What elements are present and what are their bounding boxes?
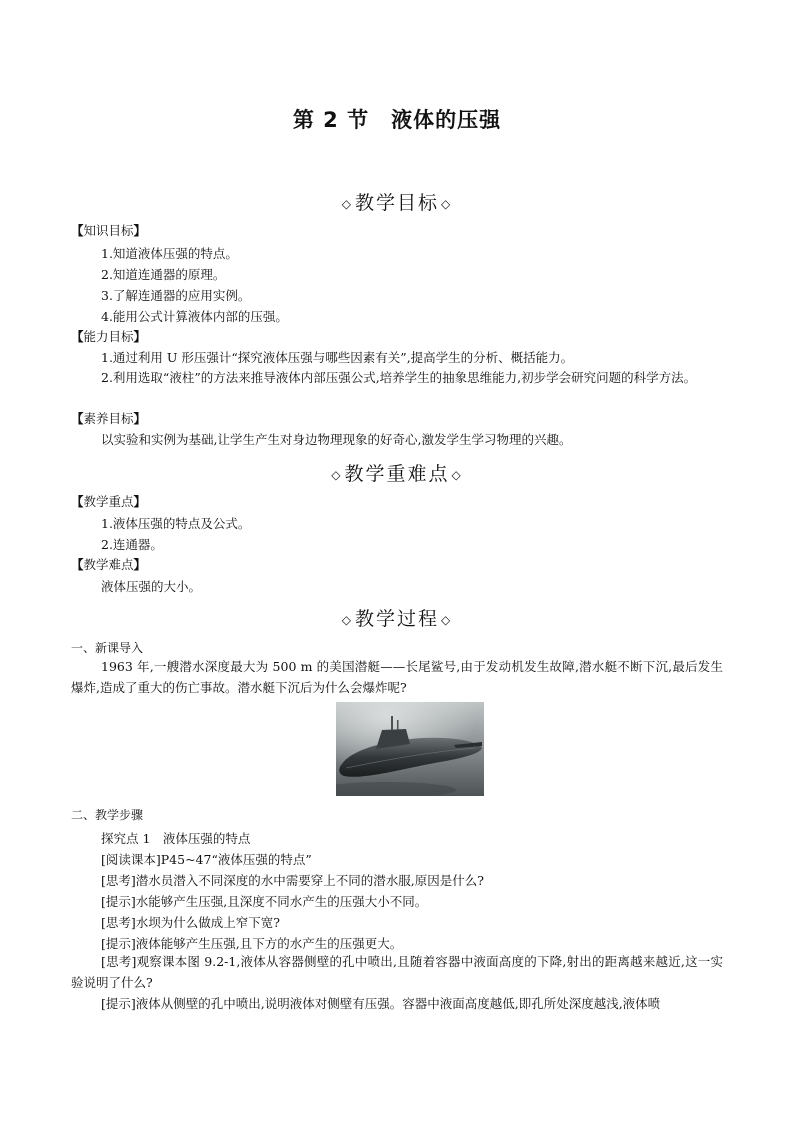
diamond-icon: ◇ bbox=[441, 613, 453, 627]
paragraph-think: [思考]观察课本图 9.2-1,液体从容器侧壁的孔中喷出,且随着容器中液面高度的下降,射出的距离越来越近,这一实验说明了什么? bbox=[71, 954, 723, 990]
diamond-icon: ◇ bbox=[451, 468, 463, 482]
submarine-photo bbox=[336, 702, 484, 796]
diamond-icon: ◇ bbox=[341, 613, 353, 627]
list-item: 1.通过利用 U 形压强计“探究液体压强与哪些因素有关”,提高学生的分析、概括能力。 bbox=[101, 350, 574, 365]
subheading-difficulty: 【教学难点】 bbox=[71, 557, 147, 572]
list-item: 1.液体压强的特点及公式。 bbox=[101, 516, 251, 531]
list-item: 3.了解连通器的应用实例。 bbox=[101, 288, 251, 303]
text-line: [阅读课本]P45~47“液体压强的特点” bbox=[101, 852, 312, 867]
section-title: 教学目标 bbox=[354, 192, 439, 214]
subheading-literacy: 【素养目标】 bbox=[71, 411, 147, 426]
list-item: 2.连通器。 bbox=[101, 537, 163, 552]
list-item: 4.能用公式计算液体内部的压强。 bbox=[101, 309, 288, 324]
paragraph: 2.利用选取“液柱”的方法来推导液体内部压强公式,培养学生的抽象思维能力,初步学会研究问题的科学方法。 bbox=[101, 370, 697, 385]
explore-point-title: 探究点 1 液体压强的特点 bbox=[101, 831, 251, 846]
section-heading-key-points bbox=[0, 459, 794, 486]
paragraph-hint: [提示]液体从侧壁的孔中喷出,说明液体对侧壁有压强。容器中液面高度越低,即孔所处深度越浅,液体喷 bbox=[101, 996, 661, 1011]
diamond-icon: ◇ bbox=[441, 197, 453, 211]
subheading-knowledge: 【知识目标】 bbox=[71, 223, 147, 238]
diamond-icon: ◇ bbox=[341, 197, 353, 211]
text-line: [思考]潜水员潜入不同深度的水中需要穿上不同的潜水服,原因是什么? bbox=[101, 873, 484, 888]
section-title: 教学重难点 bbox=[344, 463, 450, 485]
subheading-ability: 【能力目标】 bbox=[71, 329, 147, 344]
submarine-image bbox=[336, 702, 484, 796]
list-item: 以实验和实例为基础,让学生产生对身边物理现象的好奇心,激发学生学习物理的兴趣。 bbox=[101, 432, 572, 447]
section-title: 教学过程 bbox=[354, 608, 439, 630]
list-item: 1.知道液体压强的特点。 bbox=[101, 246, 238, 261]
page-title: 第 2 节 液体的压强 bbox=[292, 108, 502, 132]
list-item: 液体压强的大小。 bbox=[101, 579, 202, 594]
list-item: 2.知道连通器的原理。 bbox=[101, 267, 226, 282]
subheading-focus: 【教学重点】 bbox=[71, 494, 147, 509]
paragraph-intro: 1963 年,一艘潜水深度最大为 500 m 的美国潜艇——长尾鲨号,由于发动机发生故障,潜水艇不断下沉,最后发生爆炸,造成了重大的伤亡事故。潜水艇下沉后为什么会爆炸呢? bbox=[71, 659, 723, 695]
step-heading-intro: 一、新课导入 bbox=[71, 641, 144, 655]
text-line: [提示]液体能够产生压强,且下方的水产生的压强更大。 bbox=[101, 936, 403, 951]
section-heading-objectives bbox=[0, 188, 794, 215]
text-line: [提示]水能够产生压强,且深度不同水产生的压强大小不同。 bbox=[101, 894, 428, 909]
section-heading-process bbox=[0, 604, 794, 631]
text-line: [思考]水坝为什么做成上窄下宽? bbox=[101, 915, 280, 930]
diamond-icon: ◇ bbox=[331, 468, 343, 482]
step-heading-steps: 二、教学步骤 bbox=[71, 808, 144, 822]
